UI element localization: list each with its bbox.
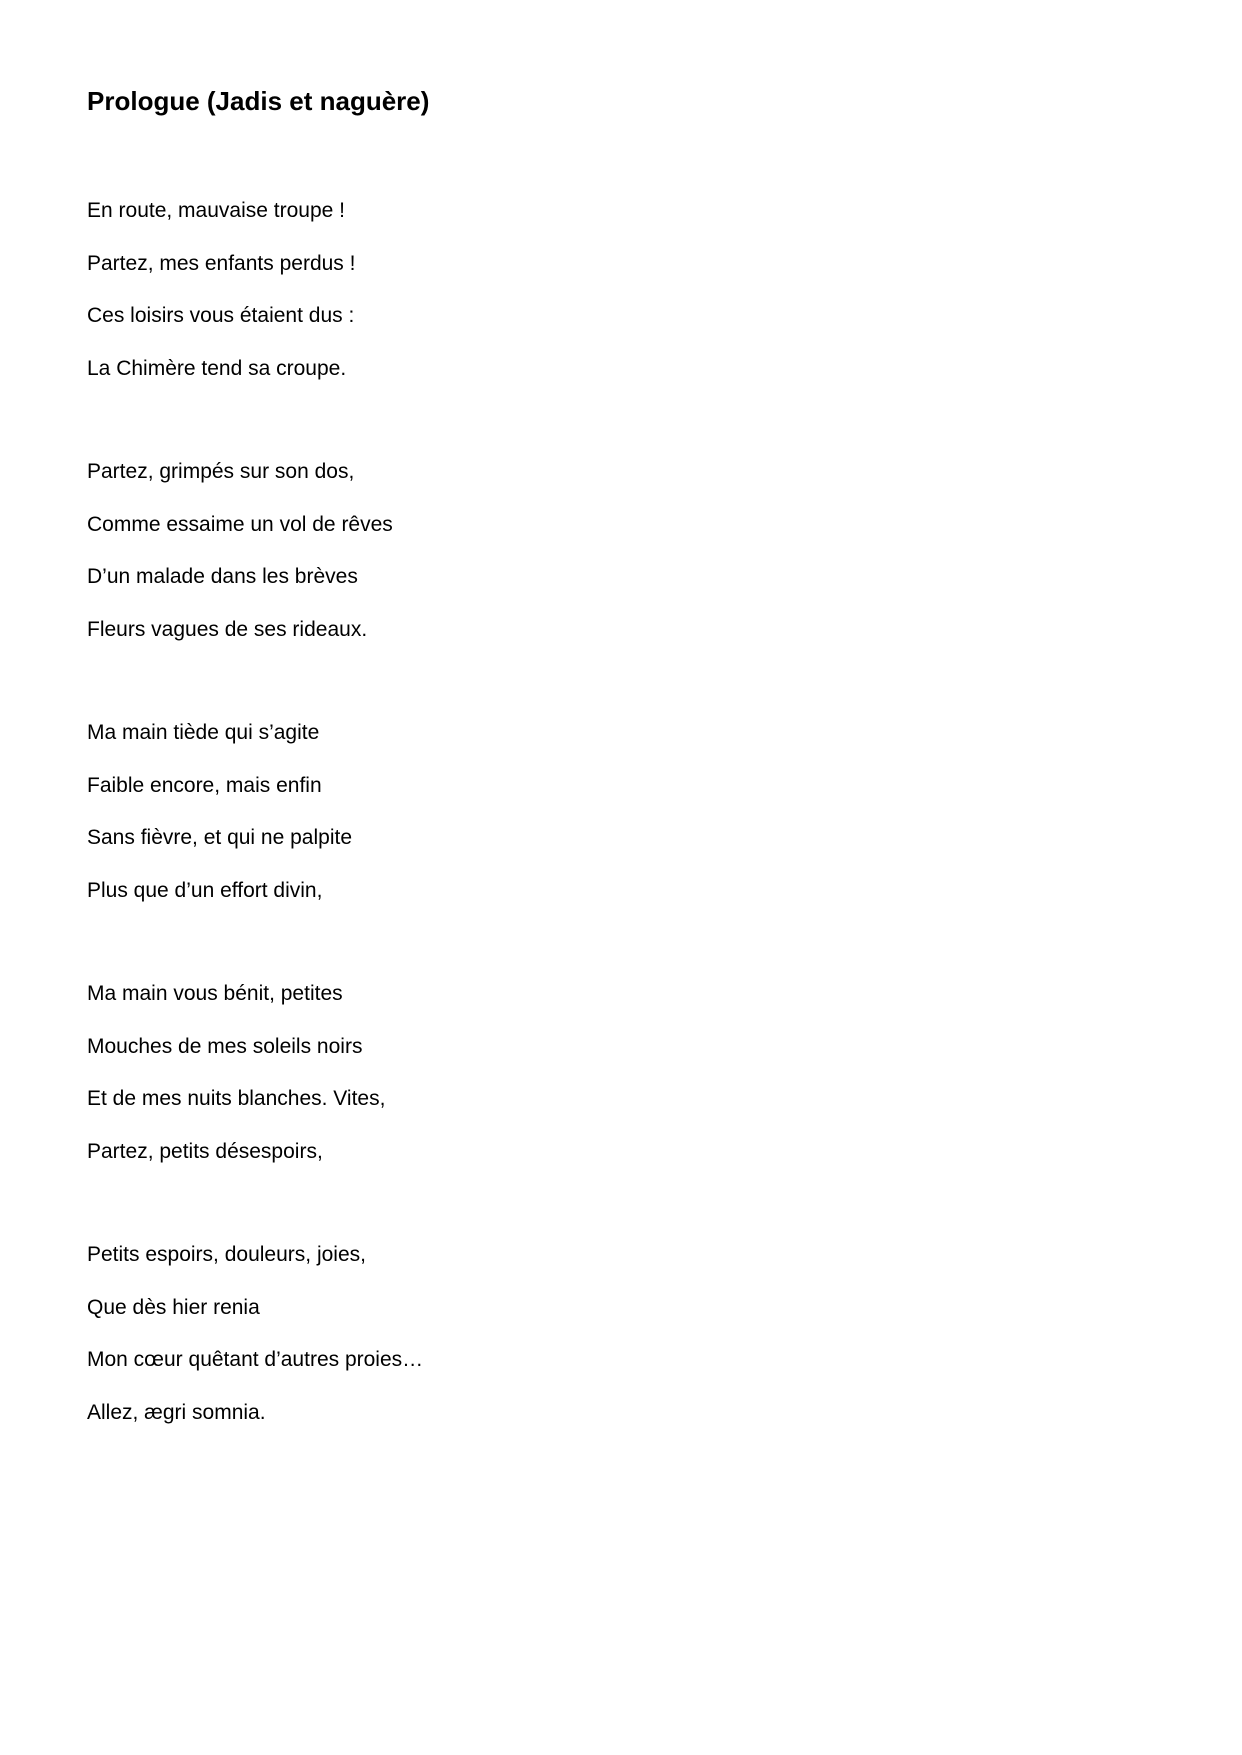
verse-line: La Chimère tend sa croupe.: [87, 356, 347, 380]
verse-line: Sans fièvre, et qui ne palpite: [87, 826, 353, 849]
verse-line: Ces loisirs vous étaient dus :: [87, 304, 355, 327]
verse-line: Partez, mes enfants perdus !: [87, 251, 356, 275]
verse-line: Plus que d’un effort divin,: [87, 878, 323, 902]
stanza-4: [87, 979, 987, 1189]
verse-line: Comme essaime un vol de rêves: [87, 512, 393, 536]
verse-line: D’un malade dans les brèves: [87, 565, 358, 588]
verse-line: Que dès hier renia: [87, 1295, 260, 1319]
verse-line: Partez, grimpés sur son dos,: [87, 460, 355, 483]
poem-body: [87, 196, 987, 1501]
stanza-5: [87, 1240, 987, 1450]
verse-line: Fleurs vagues de ses rideaux.: [87, 617, 368, 641]
verse-line: Faible encore, mais enfin: [87, 773, 322, 797]
verse-line: Mon cœur quêtant d’autres proies…: [87, 1348, 424, 1371]
verse-line: Allez, ægri somnia.: [87, 1400, 266, 1424]
verse-line: Et de mes nuits blanches. Vites,: [87, 1087, 386, 1110]
verse-line: Mouches de mes soleils noirs: [87, 1034, 363, 1058]
poem-title: Prologue (Jadis et naguère): [87, 86, 430, 116]
verse-line: Partez, petits désespoirs,: [87, 1139, 323, 1163]
verse-line: Ma main tiède qui s’agite: [87, 721, 320, 744]
verse-line: En route, mauvaise troupe !: [87, 199, 345, 222]
stanza-3: [87, 718, 987, 928]
stanza-2: [87, 457, 987, 667]
verse-line: Petits espoirs, douleurs, joies,: [87, 1243, 366, 1266]
stanza-1: [87, 196, 987, 406]
verse-line: Ma main vous bénit, petites: [87, 982, 343, 1005]
